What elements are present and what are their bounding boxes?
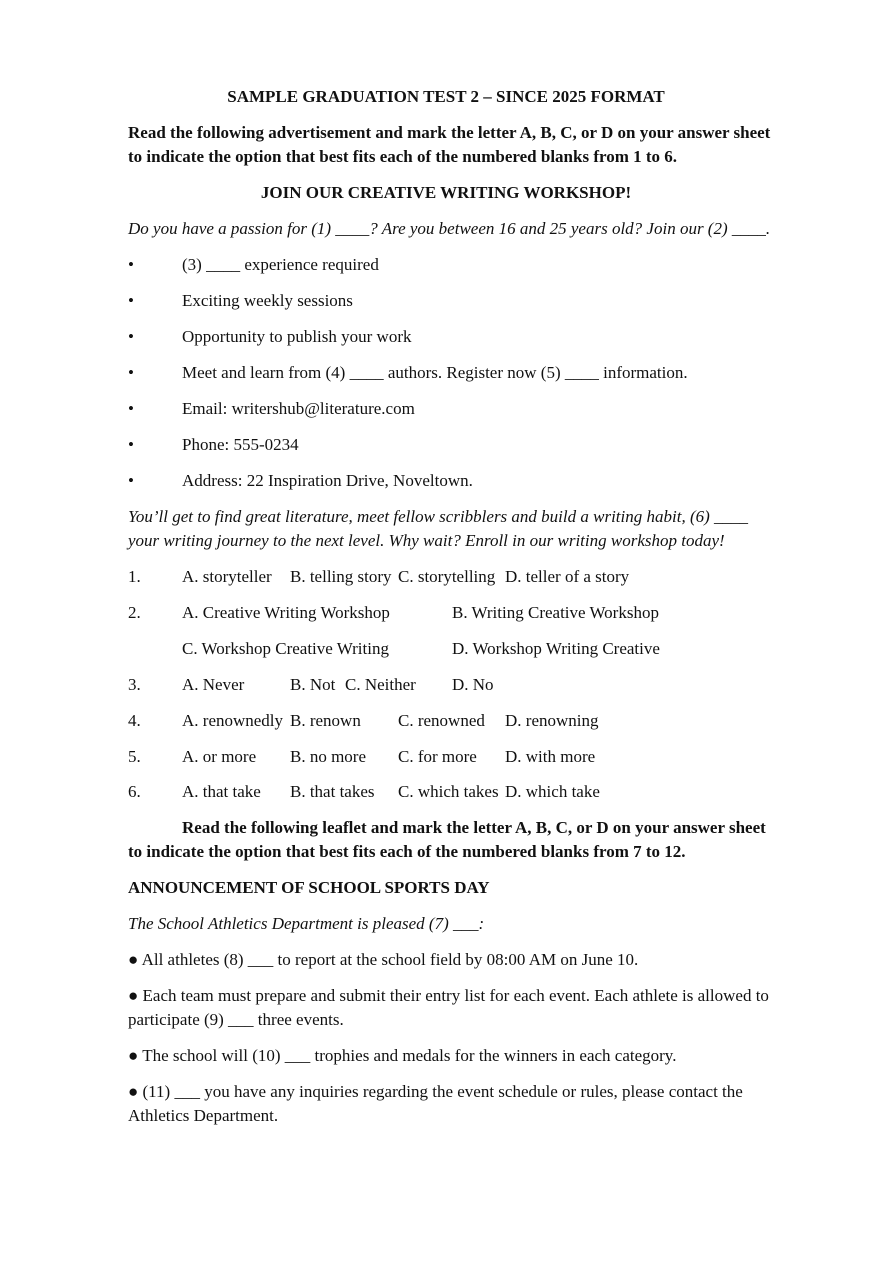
- leaflet-item-continuation: Athletics Department.: [128, 1106, 279, 1125]
- option-d: D. which take: [505, 782, 600, 801]
- option-b: B. Writing Creative Workshop: [452, 603, 659, 622]
- section2-instruction-line1: Read the following leaflet and mark the letter A, B, C, or D on your answer sheet: [182, 818, 766, 837]
- leaflet-item: ● The school will (10) ___ trophies and medals for the winners in each category.: [128, 1046, 677, 1065]
- bullet-symbol: •: [128, 291, 134, 310]
- leaflet-item: ● (11) ___ you have any inquiries regarding the event schedule or rules, please contact the: [128, 1082, 743, 1101]
- option-c: C. Workshop Creative Writing: [182, 639, 389, 658]
- advertisement-closing-line1: You’ll get to find great literature, meet fellow scribblers and build a writing habit, (6) ____: [128, 507, 749, 526]
- leaflet-heading: ANNOUNCEMENT OF SCHOOL SPORTS DAY: [128, 878, 490, 897]
- leaflet-item: ● Each team must prepare and submit their entry list for each event. Each athlete is allowed to: [128, 986, 769, 1005]
- bullet-item: Opportunity to publish your work: [182, 327, 412, 346]
- option-d: D. renowning: [505, 711, 599, 730]
- option-a: A. that take: [182, 782, 261, 801]
- option-c: C. storytelling: [398, 567, 496, 586]
- question-number: 1.: [128, 567, 141, 586]
- question-number: 3.: [128, 675, 141, 694]
- advertisement-intro: Do you have a passion for (1) ____? Are you between 16 and 25 years old? Join our (2) ____.: [128, 219, 771, 238]
- bullet-item: Exciting weekly sessions: [182, 291, 353, 310]
- option-d: D. Workshop Writing Creative: [452, 639, 660, 658]
- bullet-item: Address: 22 Inspiration Drive, Noveltown.: [182, 471, 473, 490]
- question-number: 6.: [128, 782, 141, 801]
- option-b: B. Not: [290, 675, 336, 694]
- leaflet-item: ● All athletes (8) ___ to report at the school field by 08:00 AM on June 10.: [128, 950, 639, 969]
- bullet-symbol: •: [128, 399, 134, 418]
- option-c: C. which takes: [398, 782, 499, 801]
- leaflet-intro: The School Athletics Department is pleased (7) ___:: [128, 914, 485, 933]
- leaflet-item-continuation: participate (9) ___ three events.: [128, 1010, 344, 1029]
- option-c: C. for more: [398, 747, 477, 766]
- bullet-item: (3) ____ experience required: [182, 255, 379, 274]
- option-b: B. no more: [290, 747, 367, 766]
- section2-instruction-line2: to indicate the option that best fits each of the numbered blanks from 7 to 12.: [128, 842, 686, 861]
- option-a: A. or more: [182, 747, 257, 766]
- bullet-symbol: •: [128, 435, 134, 454]
- option-a: A. renownedly: [182, 711, 284, 730]
- advertisement-heading: JOIN OUR CREATIVE WRITING WORKSHOP!: [260, 183, 632, 202]
- bullet-symbol: •: [128, 327, 134, 346]
- bullet-symbol: •: [128, 471, 134, 490]
- advertisement-closing-line2: your writing journey to the next level. Why wait? Enroll in our writing workshop today!: [128, 531, 725, 550]
- bullet-item: Email: writershub@literature.com: [182, 399, 415, 418]
- option-a: A. Never: [182, 675, 245, 694]
- option-d: D. teller of a story: [505, 567, 630, 586]
- bullet-item: Phone: 555-0234: [182, 435, 299, 454]
- option-b: B. telling story: [290, 567, 392, 586]
- section1-instruction-line2: to indicate the option that best fits each of the numbered blanks from 1 to 6.: [128, 147, 678, 166]
- option-a: A. Creative Writing Workshop: [182, 603, 390, 622]
- question-number: 4.: [128, 711, 141, 730]
- bullet-symbol: •: [128, 363, 134, 382]
- bullet-symbol: •: [128, 255, 134, 274]
- option-a: A. storyteller: [182, 567, 272, 586]
- option-b: B. that takes: [290, 782, 375, 801]
- option-b: B. renown: [290, 711, 361, 730]
- option-c: C. renowned: [398, 711, 485, 730]
- question-number: 2.: [128, 603, 141, 622]
- test-title: SAMPLE GRADUATION TEST 2 – SINCE 2025 FORMAT: [227, 87, 665, 106]
- option-d: D. No: [452, 675, 494, 694]
- bullet-item: Meet and learn from (4) ____ authors. Register now (5) ____ information.: [182, 363, 688, 382]
- option-d: D. with more: [505, 747, 596, 766]
- option-c: C. Neither: [345, 675, 416, 694]
- section1-instruction-line1: Read the following advertisement and mark the letter A, B, C, or D on your answer sheet: [128, 123, 771, 142]
- question-number: 5.: [128, 747, 141, 766]
